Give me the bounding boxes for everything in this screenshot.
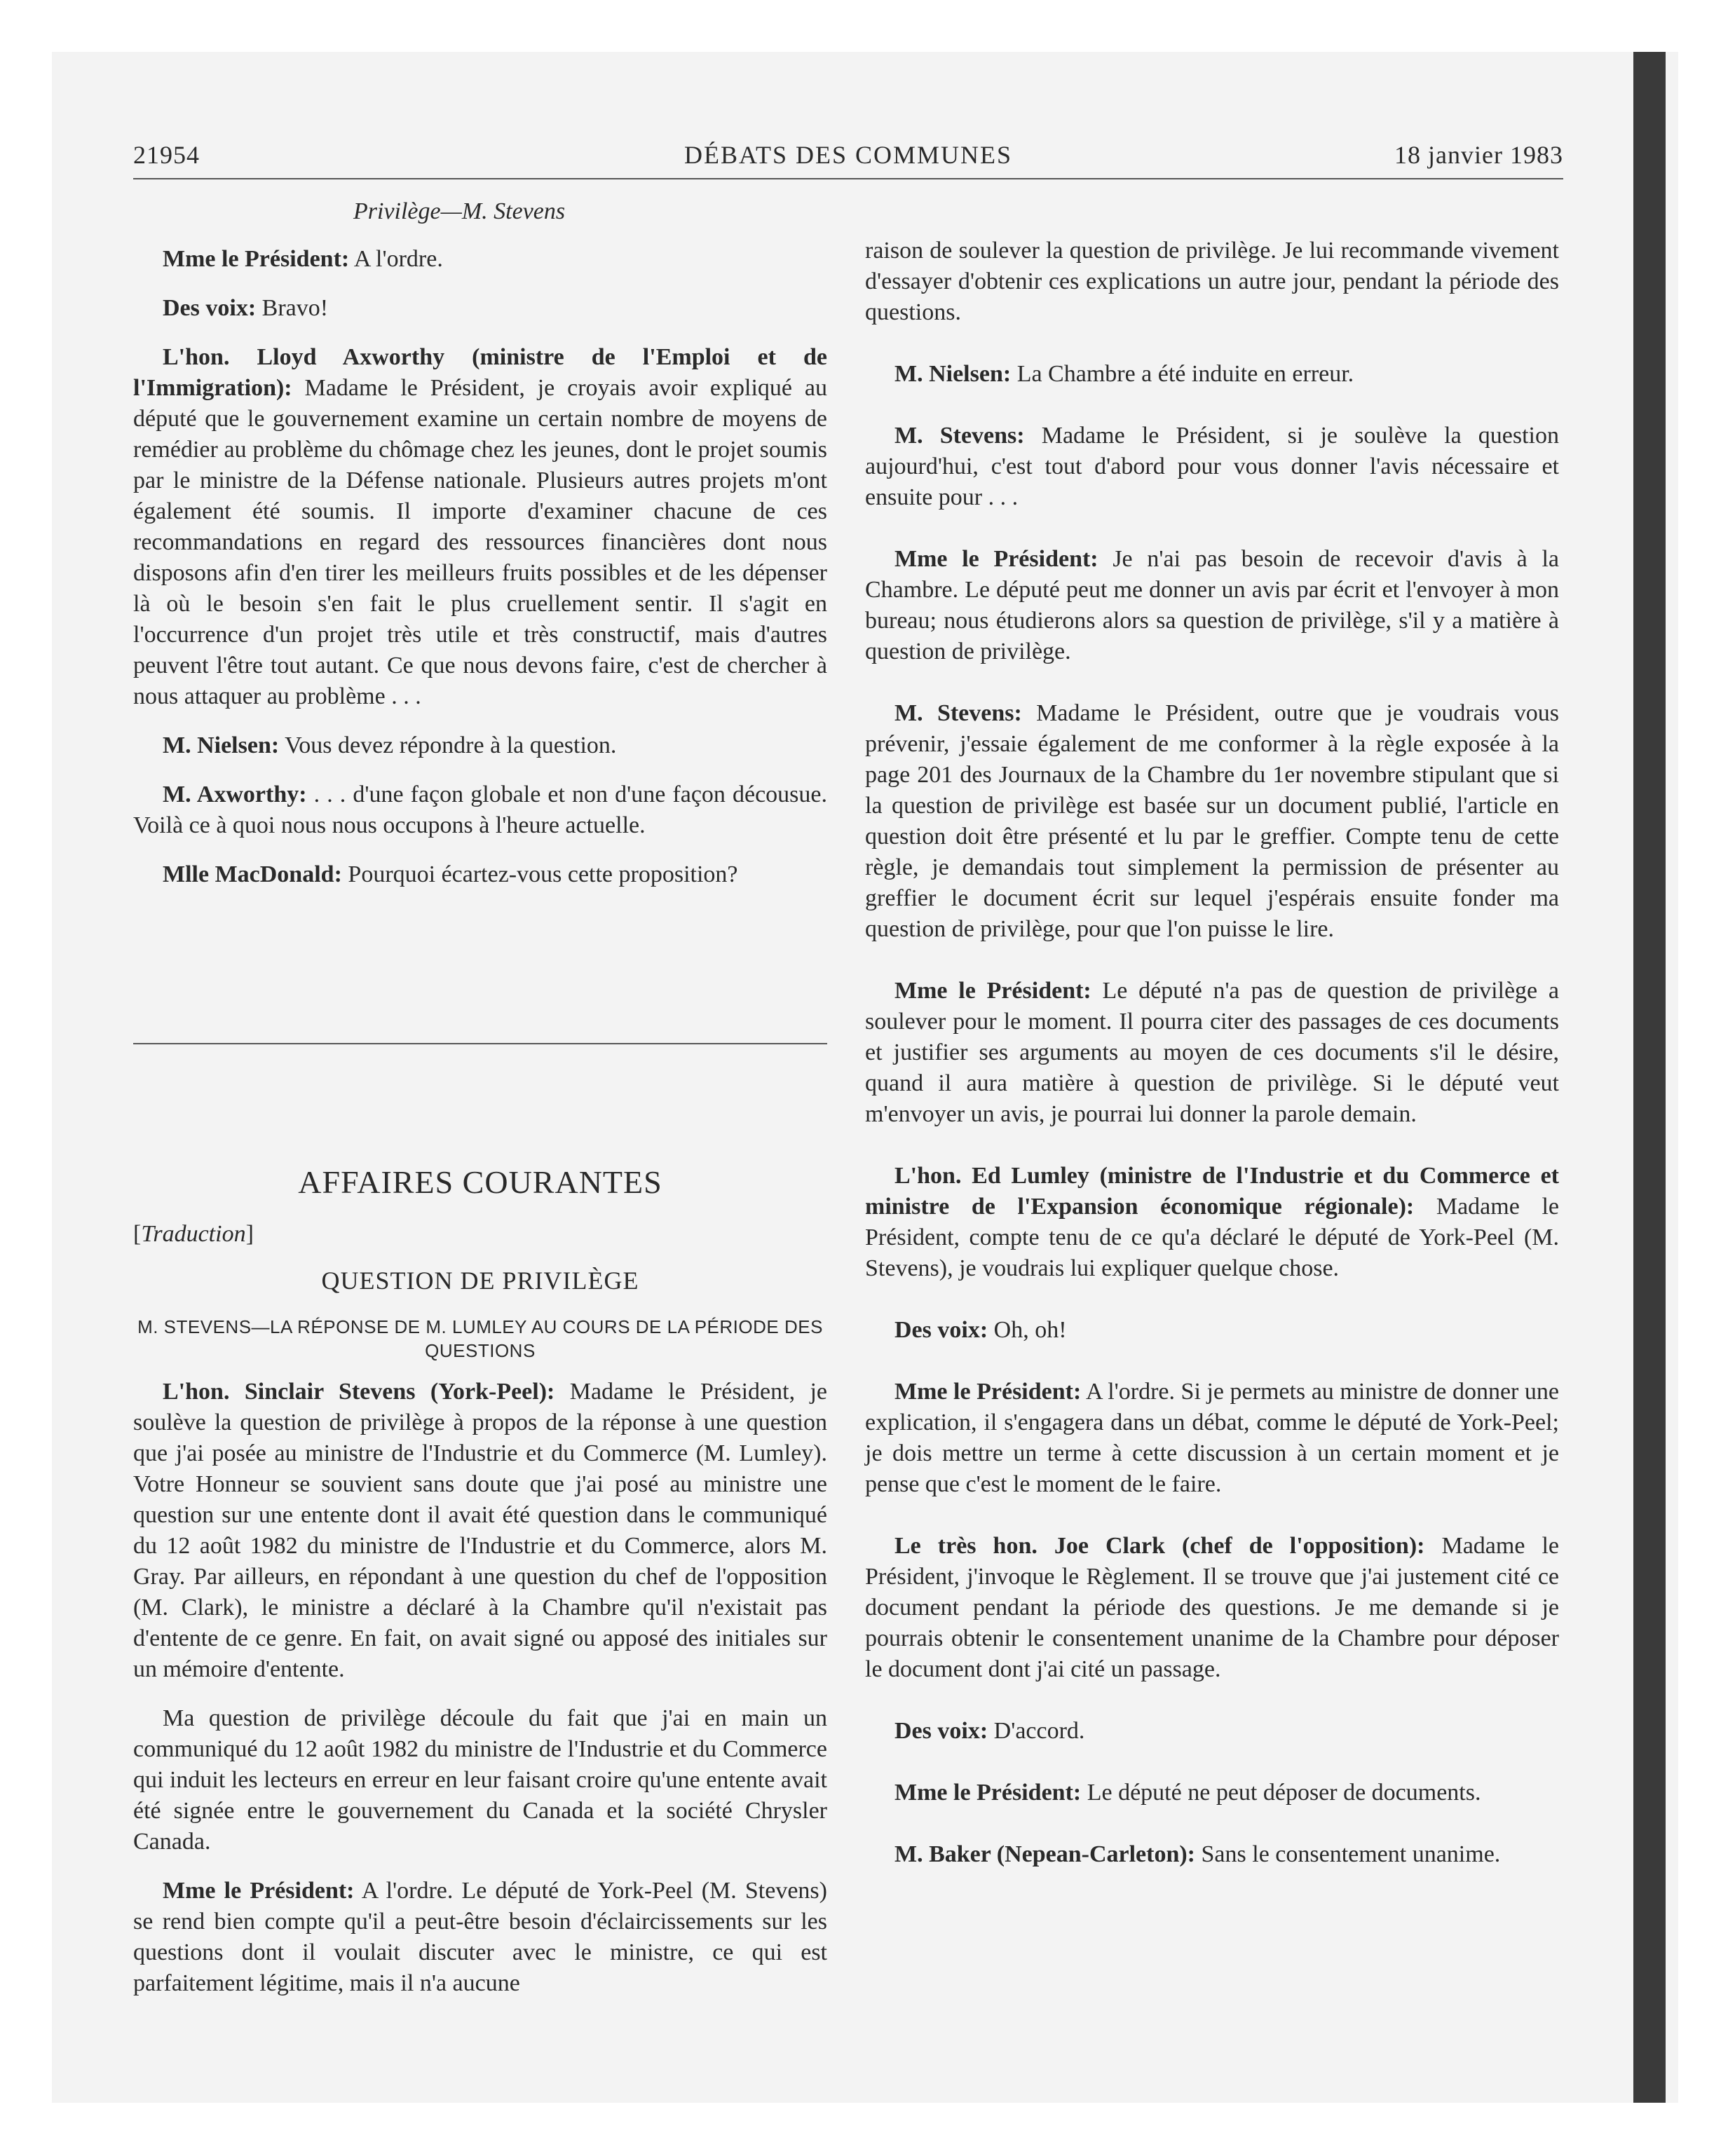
translation-note-text: Traduction [141,1221,246,1247]
publication-title: DÉBATS DES COMMUNES [683,141,1013,169]
speech-paragraph [133,342,827,712]
speaker-name: Mlle MacDonald: [163,861,342,887]
speech-text: Madame le Président, outre que je voudrais vous prévenir, j'essaie également de me conformer à la règle exposée à la page 201 des Journaux de la Chambre du 1er novembre stipulant que si la question de privilège est basée sur un document publié, l'article en question doit être présenté et lu par le greffier. Compte tenu de cette règle, je demandais tout simplement la permission de présenter au greffier le document écrit sur lequel j'espérais ensuite fonder ma question de privilège, pour que l'on puisse le lire. [865,700,1559,942]
speech-text: Ma question de privilège découle du fait que j'ai en main un communiqué du 12 août 1982 du ministre de l'Industrie et du Commerce qui induit les lecteurs en erreur en leur faisant croire qu'une entente avait été signée entre le gouvernement du Canada et la société Chrysler Canada. [133,1705,827,1855]
speech-text: Vous devez répondre à la question. [279,732,617,758]
speech-paragraph [865,1161,1559,1284]
speech-text: . . . d'une façon globale et non d'une façon décousue. Voilà ce à quoi nous nous occupons à l'heure actuelle. [133,782,828,838]
section-title: AFFAIRES COURANTES [298,1164,662,1200]
speech-text: Sans le consentement unanime. [1195,1841,1501,1867]
speaker-name: Mme le Président: [163,1878,355,1904]
scan-edge-bar [1633,52,1666,2103]
speech-text: A l'ordre. Le député de York-Peel (M. Stevens) se rend bien compte qu'il a peut-être besoin d'éclaircissements sur les questions dont il voulait discuter avec le ministre, ce qui est parfaitement légitime, mais il n'a aucune [133,1878,827,1996]
speaker-name: Des voix: [894,1317,988,1343]
speech-text: Madame le Président, compte tenu de ce qu'a déclaré le député de York-Peel (M. Stevens), je voudrais lui expliquer quelque chose. [865,1194,1559,1281]
speaker-name: Des voix: [163,295,257,321]
speech-paragraph [865,1839,1559,1870]
speaker-name: Mme le Président: [894,1379,1082,1405]
speech-paragraph [865,1531,1559,1685]
speech-text: Pourquoi écartez-vous cette proposition? [341,861,738,887]
speech-text: Bravo! [256,295,329,321]
speech-paragraph [133,293,827,324]
speech-text: Madame le Président, je croyais avoir expliqué au député que le gouvernement examine un certain nombre de moyens de remédier au problème du chômage chez les jeunes, dont le projet soumis par le ministre de la Défense nationale. Plusieurs autres projets m'ont également été soumis. Il importe d'examiner chacune de ces recommandations en regard des ressources financières dont nous disposons afin d'en tirer les meilleurs fruits possibles et de les dépenser là où le besoin s'en fait le plus cruellement sentir. Il s'agit en l'occurrence d'un projet très utile et très constructif, mais d'autres peuvent l'être tout autant. Ce que nous devons faire, c'est de chercher à nous attaquer au problème . . . [133,375,827,709]
left-column-bottom [133,1377,827,2017]
right-column [865,236,1559,1901]
subsection-title: QUESTION DE PRIVILÈGE [321,1267,639,1295]
speech-paragraph [133,1703,827,1857]
page-number: 21954 [133,141,200,169]
speech-text: A l'ordre. Si je permets au ministre de donner une explication, il s'engagera dans un débat, comme le député de York-Peel; je dois mettre un terme à cette discussion à un certain moment et je pense que c'est le moment de le faire. [865,1379,1559,1497]
speaker-name: Mme le Président: [894,546,1098,572]
speech-paragraph [865,976,1559,1130]
speaker-name: L'hon. Sinclair Stevens (York-Peel): [163,1379,555,1405]
section-divider [133,1043,827,1044]
speech-paragraph [133,779,827,841]
speaker-name: Le très hon. Joe Clark (chef de l'opposition): [894,1533,1425,1559]
speech-text: A l'ordre. [349,246,443,272]
speech-text: Madame le Président, si je soulève la question aujourd'hui, c'est tout d'abord pour vous donner l'avis nécessaire et ensuite pour . . . [865,423,1560,510]
speaker-name: M. Axworthy: [163,782,307,807]
speaker-name: L'hon. Ed Lumley (ministre de l'Industrie et du Commerce et ministre de l'Expansion économique régionale): [865,1163,1559,1220]
speech-text: Oh, oh! [988,1317,1067,1343]
speech-paragraph [865,359,1559,390]
speaker-name: M. Stevens: [894,700,1022,726]
speaker-name: Mme le Président: [163,246,350,272]
speech-text: Madame le Président, j'invoque le Règlement. Il se trouve que j'ai justement cité ce document pendant la période des questions. Je me demande si je pourrais obtenir le consentement unanime de la Chambre pour déposer le document dont j'ai cité un passage. [865,1533,1559,1682]
translation-note: [Traduction] [133,1221,254,1247]
speaker-name: Des voix: [894,1718,988,1744]
subsection-subtitle: M. STEVENS—LA RÉPONSE DE M. LUMLEY AU COURS DE LA PÉRIODE DES QUESTIONS [137,1316,823,1361]
speech-paragraph [865,544,1559,667]
speaker-name: L'hon. Lloyd Axworthy (ministre de l'Emploi et de l'Immigration): [133,344,827,401]
speaker-name: M. Baker (Nepean-Carleton): [894,1841,1196,1867]
speech-paragraph [133,1876,827,1999]
running-head: Privilège—M. Stevens [353,198,566,224]
speech-paragraph [133,244,827,275]
continuation-paragraph: raison de soulever la question de privilège. Je lui recommande vivement d'essayer d'obtenir ces explications un autre jour, pendant la période des questions. [865,238,1559,325]
page-date: 18 janvier 1983 [1394,141,1563,169]
speech-paragraph [865,1778,1559,1808]
speech-paragraph [865,1315,1559,1346]
speech-text: Madame le Président, je soulève la question de privilège à propos de la réponse à une question que j'ai posée au ministre de l'Industrie et du Commerce (M. Lumley). Votre Honneur se souvient sans doute que j'ai posé au ministre une question sur une entente dont il avait été question dans le communiqué du 12 août 1982 du ministre de l'Industrie et du Commerce, alors M. Gray. Par ailleurs, en répondant à une question du chef de l'opposition (M. Clark), le ministre a déclaré à la Chambre qu'il n'existait pas d'entente de ce genre. En fait, on avait signé ou apposé des initiales sur un mémoire d'entente. [133,1379,827,1682]
speech-paragraph [133,1377,827,1685]
speech-text: Le député n'a pas de question de privilège a soulever pour le moment. Il pourra citer des passages de ces documents et justifier ses arguments au moyen de ces documents s'il le désire, quand il aura matière à question de privilège. Si le député veut m'envoyer un avis, je pourrai lui donner la parole demain. [865,978,1559,1127]
page-header [133,140,1563,179]
left-column-top [133,196,827,908]
speech-text: D'accord. [988,1718,1085,1744]
speaker-name: Mme le Président: [894,978,1091,1004]
speech-text: La Chambre a été induite en erreur. [1011,361,1354,387]
speaker-name: Mme le Président: [894,1780,1082,1806]
speech-paragraph [133,730,827,761]
speaker-name: M. Stevens: [894,423,1025,449]
speaker-name: M. Nielsen: [894,361,1012,387]
speaker-name: M. Nielsen: [163,732,280,758]
speech-paragraph [865,421,1559,513]
speech-text: Le député ne peut déposer de documents. [1081,1780,1481,1806]
speech-paragraph [865,1377,1559,1500]
speech-paragraph [865,698,1559,945]
speech-paragraph [865,1716,1559,1747]
speech-paragraph [133,859,827,890]
speech-text: Je n'ai pas besoin de recevoir d'avis à la Chambre. Le député peut me donner un avis par écrit et l'envoyer à mon bureau; nous étudierons alors sa question de privilège, s'il y a matière à question de privilège. [865,546,1559,664]
